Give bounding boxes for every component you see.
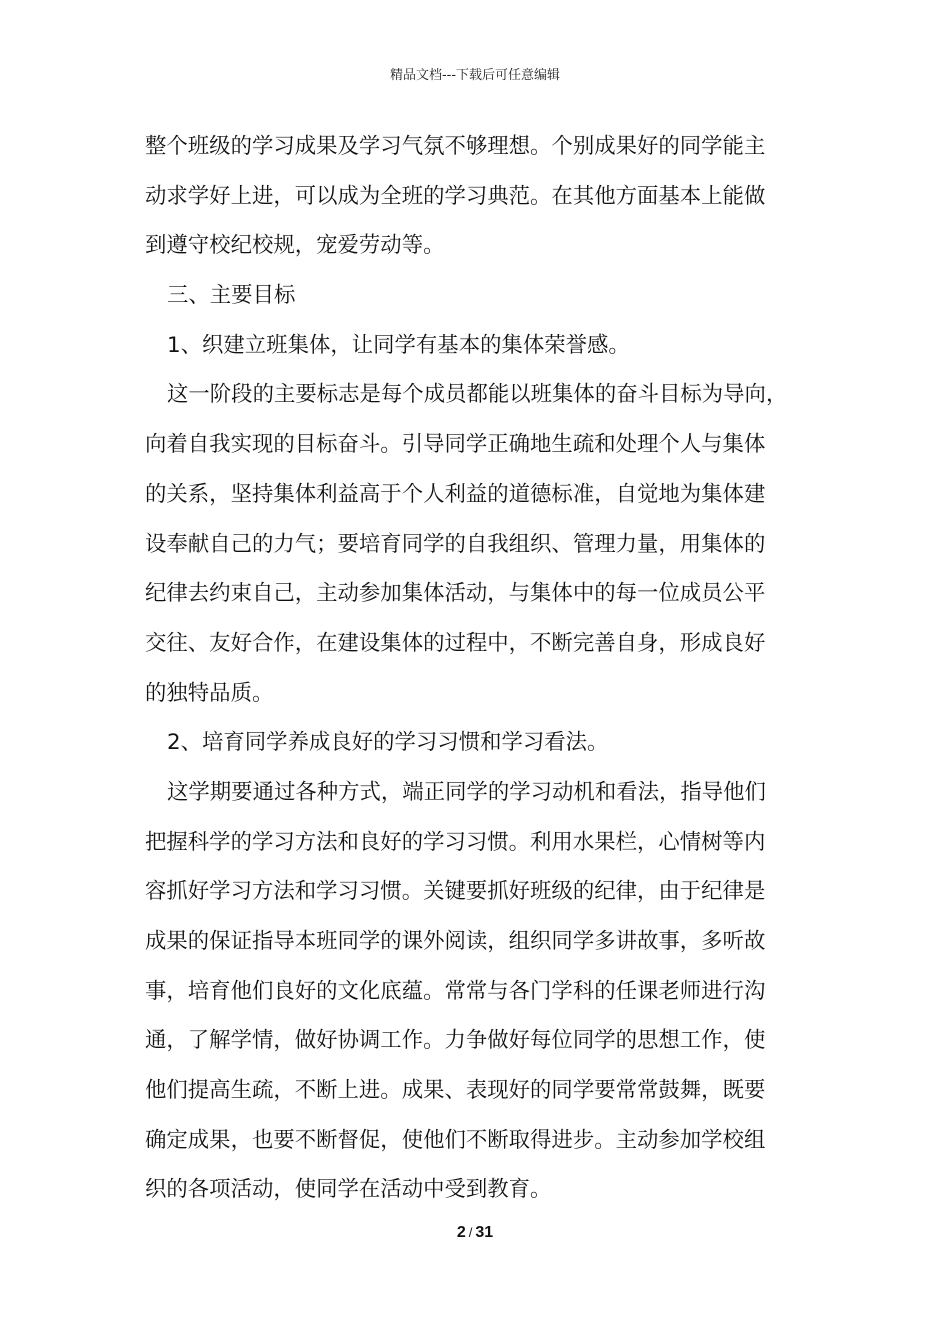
- body-line: 动求学好上进，可以成为全班的学习典范。在其他方面基本上能做: [145, 183, 766, 209]
- current-page: 2: [456, 1224, 466, 1241]
- body-line: 这一阶段的主要标志是每个成员都能以班集体的奋斗目标为导向，: [167, 382, 788, 408]
- section-heading: 三、主要目标: [167, 283, 296, 309]
- body-line: 事，培育他们良好的文化底蕴。常常与各门学科的任课老师进行沟: [145, 978, 766, 1004]
- body-line: 到遵守校纪校规，宠爱劳动等。: [145, 233, 445, 259]
- body-line: 织的各项活动，使同学在活动中受到教育。: [145, 1177, 552, 1203]
- body-line: 这学期要通过各种方式，端正同学的学习动机和看法，指导他们: [167, 779, 766, 805]
- body-line: 整个班级的学习成果及学习气氛不够理想。个别成果好的同学能主: [145, 134, 766, 159]
- body-line: 纪律去约束自己，主动参加集体活动，与集体中的每一位成员公平: [145, 581, 766, 607]
- page-separator: /: [468, 1225, 473, 1240]
- total-pages: 31: [475, 1224, 494, 1241]
- body-line: 容抓好学习方法和学习习惯。关键要抓好班级的纪律，由于纪律是: [145, 879, 766, 905]
- body-line: 的独特品质。: [145, 680, 274, 706]
- body-line: 向着自我实现的目标奋斗。引导同学正确地生疏和处理个人与集体: [145, 432, 766, 458]
- body-line: 确定成果，也要不断督促，使他们不断取得进步。主动参加学校组: [145, 1127, 766, 1153]
- document-body: [145, 122, 825, 1215]
- page-header: 精品文档---下载后可任意编辑: [389, 68, 561, 83]
- body-line: 他们提高生疏，不断上进。成果、表现好的同学要常常鼓舞，既要: [145, 1078, 766, 1104]
- page-number: [0, 1224, 950, 1242]
- subsection-heading: 1、织建立班集体，让同学有基本的集体荣誉感。: [167, 332, 630, 358]
- body-line: 设奉献自己的力气；要培育同学的自我组织、管理力量，用集体的: [145, 531, 766, 557]
- body-line: 交往、友好合作，在建设集体的过程中，不断完善自身，形成良好: [145, 630, 766, 656]
- body-line: 成果的保证指导本班同学的课外阅读，组织同学多讲故事，多听故: [145, 929, 766, 954]
- subsection-heading: 2、培育同学养成良好的学习习惯和学习看法。: [167, 730, 609, 756]
- body-line: 把握科学的学习方法和良好的学习习惯。利用水果栏，心情树等内: [145, 829, 766, 855]
- body-line: 的关系，坚持集体利益高于个人利益的道德标准，自觉地为集体建: [145, 481, 766, 507]
- body-line: 通，了解学情，做好协调工作。力争做好每位同学的思想工作，使: [145, 1028, 766, 1054]
